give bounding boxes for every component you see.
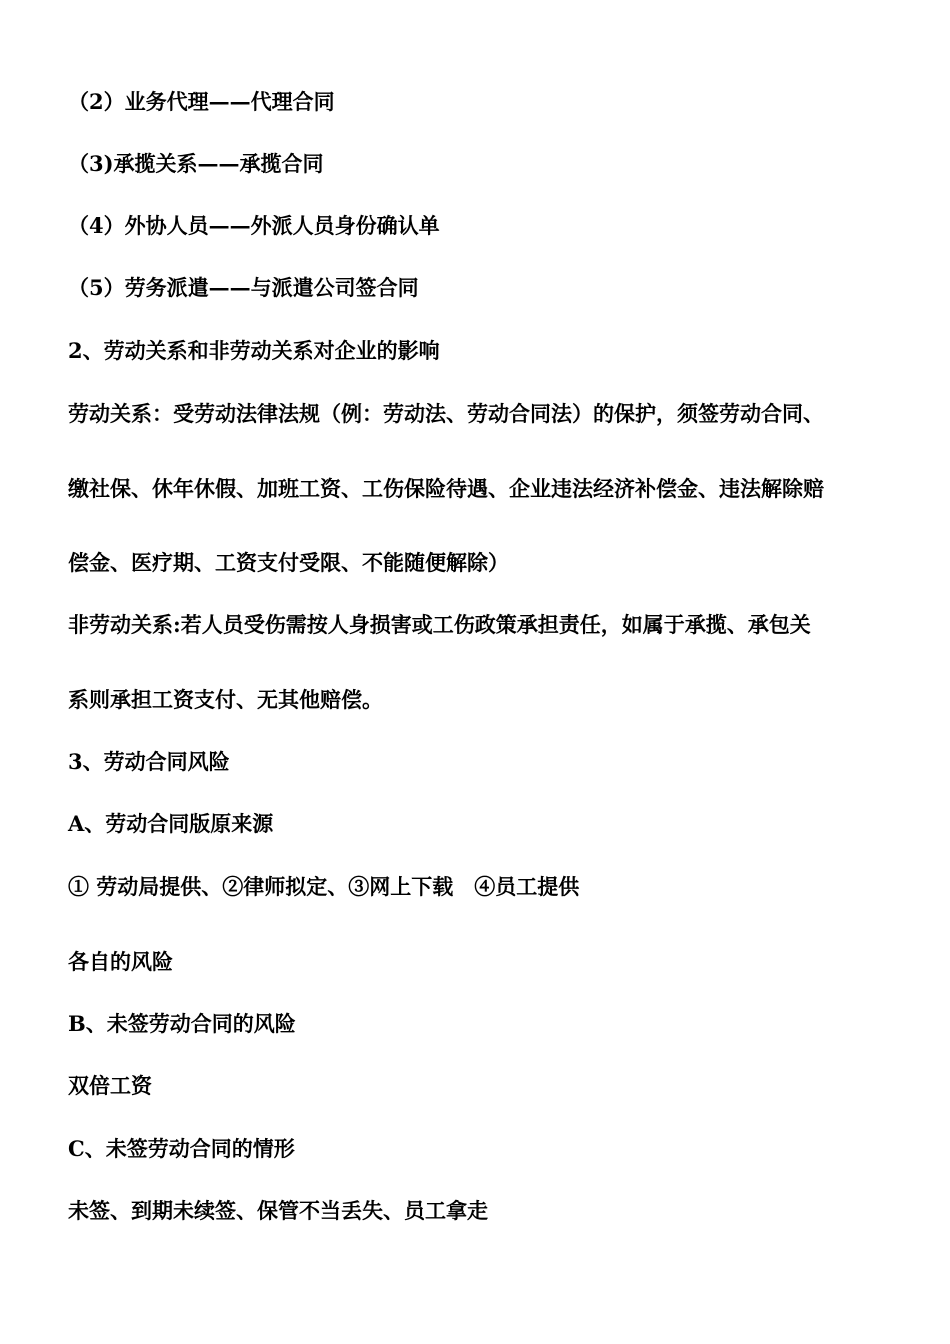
subheading-c: C、未签劳动合同的情形 — [68, 1136, 295, 1161]
section-heading-3: 3、劳动合同风险 — [68, 749, 230, 774]
paragraph-labor-relation-line-2: 缴社保、休年休假、加班工资、工伤保险待遇、企业违法经济补偿金、违法解除赔 — [68, 476, 824, 501]
text-respective-risks: 各自的风险 — [68, 949, 173, 974]
paragraph-non-labor-line-2: 系则承担工资支付、无其他赔偿。 — [68, 687, 383, 712]
text-situations: 未签、到期未续签、保管不当丢失、员工拿走 — [68, 1198, 488, 1223]
source-list: ① 劳动局提供、②律师拟定、③网上下载 ④员工提供 — [68, 874, 580, 899]
sub-item-labor-dispatch: （5）劳务派遣——与派遣公司签合同 — [68, 275, 419, 300]
subheading-b: B、未签劳动合同的风险 — [68, 1011, 296, 1036]
sub-item-outsourced-staff: （4）外协人员——外派人员身份确认单 — [68, 213, 440, 238]
paragraph-labor-relation-line-1: 劳动关系：受劳动法律法规（例：劳动法、劳动合同法）的保护，须签劳动合同、 — [68, 401, 824, 426]
paragraph-labor-relation-line-3: 偿金、医疗期、工资支付受限、不能随便解除） — [68, 550, 509, 575]
sub-item-business-agency: （2）业务代理——代理合同 — [68, 89, 335, 114]
sub-item-contracting: （3)承揽关系——承揽合同 — [68, 151, 324, 176]
text-double-wages: 双倍工资 — [68, 1073, 152, 1098]
paragraph-non-labor-line-1: 非劳动关系:若人员受伤需按人身损害或工伤政策承担责任，如属于承揽、承包关 — [68, 612, 811, 637]
subheading-a: A、劳动合同版原来源 — [68, 811, 274, 836]
section-heading-2: 2、劳动关系和非劳动关系对企业的影响 — [68, 338, 440, 363]
